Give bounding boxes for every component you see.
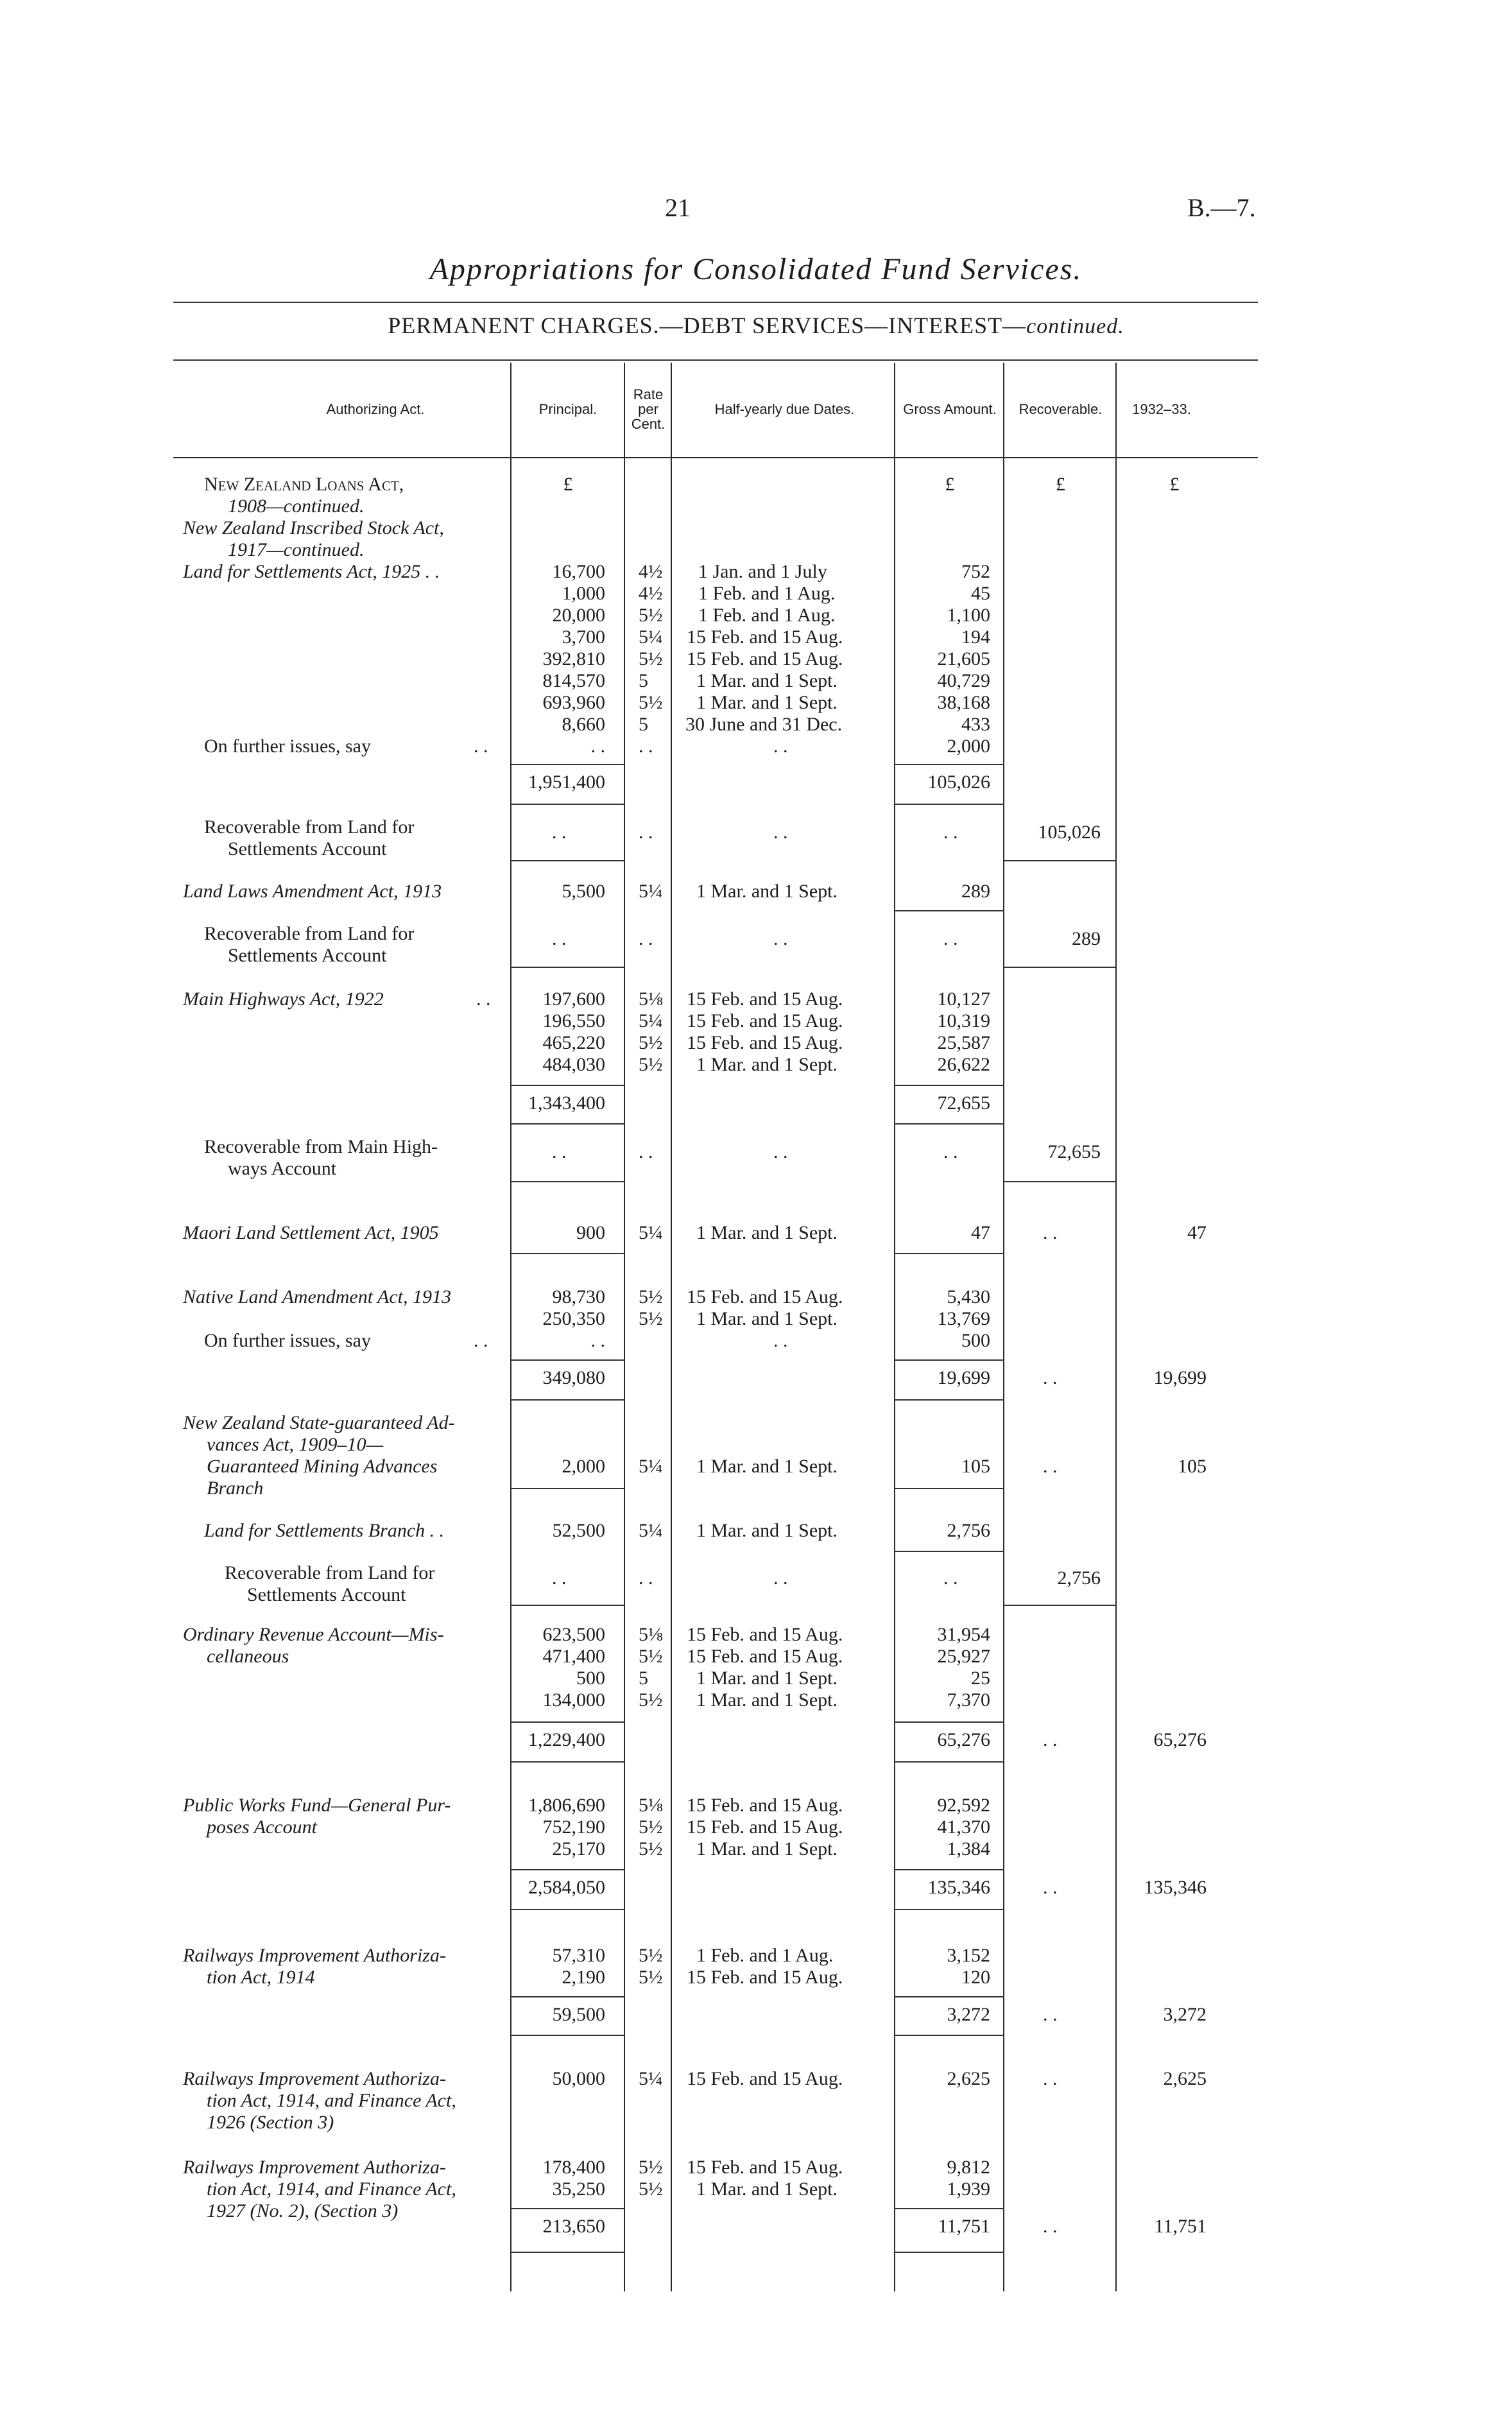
rate-cell: 5½: [639, 2157, 663, 2178]
rate-cell: 5½: [639, 1967, 663, 1988]
act-name: New Zealand Inscribed Stock Act,: [183, 517, 444, 539]
principal-cell: 134,000: [542, 1689, 605, 1711]
gross-cell: 13,769: [937, 1308, 990, 1329]
column-divider: [1003, 363, 1004, 2291]
rate-cell: 5⅛: [639, 1624, 663, 1645]
dates-cell: . .: [773, 1330, 788, 1351]
leader-dots: . .: [639, 928, 653, 949]
act-name: tion Act, 1914, and Finance Act,: [207, 2090, 456, 2111]
principal-cell: 5,500: [562, 881, 605, 902]
total-gross: 105,026: [927, 772, 990, 793]
gross-cell: 40,729: [937, 670, 990, 691]
header-top-rule: [173, 359, 1258, 361]
recoverable-cell: . .: [1043, 1367, 1058, 1388]
dates-cell: 1 Mar. and 1 Sept.: [696, 1456, 838, 1477]
leader-dots: . .: [943, 1567, 958, 1589]
rate-cell: 5½: [639, 1646, 663, 1667]
section-rule: [510, 1253, 624, 1254]
dates-cell: 15 Feb. and 15 Aug.: [687, 648, 843, 669]
year-cell: 105: [1178, 1456, 1207, 1477]
gross-cell: 38,168: [937, 692, 990, 713]
principal-cell: . .: [590, 1330, 605, 1351]
principal-cell: 623,500: [542, 1624, 605, 1645]
leader-dots: . .: [943, 1141, 958, 1162]
principal-cell: 471,400: [542, 1646, 605, 1667]
gross-cell: 31,954: [937, 1624, 990, 1645]
gross-cell: 5,430: [947, 1286, 990, 1307]
further-issues-label: On further issues, say: [204, 736, 371, 757]
principal-cell: 1,000: [562, 583, 605, 604]
subtotal-rule: [894, 1996, 1004, 1997]
principal-cell: 20,000: [552, 605, 605, 626]
currency-recoverable: £: [1056, 474, 1065, 495]
total-gross: 11,751: [938, 2216, 990, 2237]
rate-cell: 5¼: [639, 1456, 663, 1477]
gross-cell: 45: [971, 583, 990, 604]
subtotal-rule: [894, 1399, 1004, 1401]
subtotal-rule: [894, 1359, 1004, 1361]
header-year: 1932–33.: [1132, 401, 1191, 417]
recoverable-label: Recoverable from Land for: [204, 923, 415, 944]
principal-cell: 25,170: [552, 1838, 605, 1859]
rate-cell: 5⅛: [639, 988, 663, 1010]
page-title: Appropriations for Consolidated Fund Services.: [429, 252, 1083, 286]
principal-cell: 8,660: [562, 714, 605, 735]
year-cell: 11,751: [1154, 2216, 1207, 2237]
principal-cell: 50,000: [552, 2068, 605, 2089]
further-issues-label: On further issues, say: [204, 1330, 371, 1351]
currency-principal: £: [563, 474, 573, 495]
dates-cell: 15 Feb. and 15 Aug.: [687, 2157, 843, 2178]
recoverable-value: 72,655: [1047, 1141, 1101, 1162]
principal-cell: 2,190: [562, 1967, 605, 1988]
total-principal: 1,343,400: [528, 1092, 605, 1114]
section-rule: [510, 860, 624, 861]
rate-cell: 5: [639, 670, 648, 691]
subtotal-rule: [510, 2252, 624, 2253]
principal-cell: 57,310: [552, 1945, 605, 1966]
rate-cell: 5: [639, 714, 648, 735]
subtotal-rule: [894, 1551, 1004, 1552]
recoverable-label: Settlements Account: [247, 1584, 406, 1605]
title-rule: [173, 302, 1258, 303]
dates-cell: 1 Mar. and 1 Sept.: [696, 1054, 838, 1075]
dates-cell: 1 Mar. and 1 Sept.: [696, 670, 838, 691]
act-name: Railways Improvement Authoriza-: [183, 2068, 446, 2089]
dates-cell: 1 Mar. and 1 Sept.: [696, 692, 838, 713]
rate-cell: 5¼: [639, 1222, 663, 1243]
leader-dots: . .: [773, 1141, 788, 1162]
total-principal: 213,650: [542, 2216, 605, 2237]
rate-cell: 5½: [639, 1308, 663, 1329]
rate-cell: 5½: [639, 648, 663, 669]
currency-gross: £: [945, 474, 955, 495]
principal-cell: 98,730: [552, 1286, 605, 1307]
gross-cell: 105: [961, 1456, 990, 1477]
gross-cell: 10,319: [937, 1010, 990, 1031]
rate-cell: 5½: [639, 1816, 663, 1838]
gross-cell: 2,756: [947, 1520, 990, 1541]
act-name: Ordinary Revenue Account—Mis-: [183, 1624, 444, 1645]
dates-cell: 1 Mar. and 1 Sept.: [696, 1520, 838, 1541]
act-name: 1908—continued.: [228, 496, 365, 517]
recoverable-value: 2,756: [1057, 1567, 1101, 1589]
gross-cell: 3,152: [947, 1945, 990, 1966]
total-principal: 1,229,400: [528, 1729, 605, 1750]
subtotal-rule: [510, 1996, 624, 1997]
act-name: 1927 (No. 2), (Section 3): [207, 2200, 399, 2221]
act-name: 1917—continued.: [228, 539, 365, 560]
rate-cell: 5½: [639, 1054, 663, 1075]
rate-cell: 5⅛: [639, 1795, 663, 1816]
recoverable-cell: . .: [1043, 1456, 1058, 1477]
section-rule: [510, 1488, 624, 1489]
subtotal-rule: [894, 1909, 1004, 1910]
leader-dots: . .: [476, 988, 491, 1010]
section-rule: [510, 967, 624, 968]
dates-cell: 30 June and 31 Dec.: [685, 714, 843, 735]
dates-cell: 15 Feb. and 15 Aug.: [687, 1032, 843, 1053]
principal-cell: . .: [590, 736, 605, 757]
gross-cell: 7,370: [947, 1689, 990, 1711]
principal-cell: 197,600: [542, 988, 605, 1010]
leader-dots: . .: [773, 928, 788, 949]
leader-dots: . .: [773, 822, 788, 843]
dates-cell: 1 Feb. and 1 Aug.: [698, 605, 836, 626]
total-gross: 3,272: [947, 2004, 990, 2025]
dates-cell: 15 Feb. and 15 Aug.: [687, 1795, 843, 1816]
gross-cell: 47: [971, 1222, 990, 1243]
principal-cell: 16,700: [552, 561, 605, 582]
dates-cell: 15 Feb. and 15 Aug.: [687, 1286, 843, 1307]
subtotal-rule: [510, 764, 624, 765]
section-rule: [894, 1488, 1004, 1489]
page-number: 21: [665, 193, 691, 222]
principal-cell: 693,960: [542, 692, 605, 713]
principal-cell: 392,810: [542, 648, 605, 669]
recoverable-label: Recoverable from Land for: [225, 1562, 435, 1583]
act-name: Guaranteed Mining Advances: [207, 1456, 438, 1477]
act-name: poses Account: [207, 1816, 317, 1838]
gross-cell: 10,127: [937, 988, 990, 1010]
recoverable-cell: . .: [1043, 2216, 1058, 2237]
act-name: Native Land Amendment Act, 1913: [183, 1286, 452, 1307]
act-name: Maori Land Settlement Act, 1905: [183, 1222, 439, 1243]
gross-cell: 25,927: [937, 1646, 990, 1667]
gross-cell: 26,622: [937, 1054, 990, 1075]
subtotal-rule: [894, 1123, 1004, 1125]
rate-cell: 5½: [639, 1945, 663, 1966]
rate-cell: 5½: [639, 1689, 663, 1711]
header-principal: Principal.: [538, 401, 597, 417]
column-divider: [1115, 363, 1117, 2291]
year-cell: 135,346: [1144, 1877, 1207, 1898]
act-name: vances Act, 1909–10—: [207, 1434, 384, 1455]
rate-cell: 4½: [639, 583, 663, 604]
recoverable-label: Settlements Account: [228, 945, 387, 966]
principal-cell: 196,550: [542, 1010, 605, 1031]
header-recoverable: Recoverable.: [1018, 401, 1103, 417]
subtotal-rule: [894, 1085, 1004, 1086]
gross-cell: 21,605: [937, 648, 990, 669]
dates-cell: 15 Feb. and 15 Aug.: [687, 626, 843, 648]
total-gross: 65,276: [937, 1729, 990, 1750]
principal-cell: 900: [576, 1222, 605, 1243]
section-rule: [1003, 1181, 1117, 1182]
principal-cell: 814,570: [542, 670, 605, 691]
rate-cell: 5½: [639, 1838, 663, 1859]
gross-cell: 41,370: [937, 1816, 990, 1838]
total-gross: 72,655: [937, 1092, 990, 1114]
gross-cell: 1,100: [947, 605, 990, 626]
dates-cell: 1 Feb. and 1 Aug.: [696, 1945, 834, 1966]
gross-cell: 289: [961, 881, 990, 902]
leader-dots: . .: [474, 1330, 488, 1351]
rate-cell: 5¼: [639, 1010, 663, 1031]
gross-cell: 2,000: [947, 736, 990, 757]
leader-dots: . .: [943, 822, 958, 843]
rate-cell: 5¼: [639, 626, 663, 648]
principal-cell: 484,030: [542, 1054, 605, 1075]
rate-cell: 5¼: [639, 881, 663, 902]
section-rule: [894, 1253, 1004, 1254]
subtotal-rule: [510, 1761, 624, 1763]
section-rule: [1003, 967, 1117, 968]
header-bottom-rule: [173, 457, 1258, 458]
leader-dots: . .: [639, 1141, 653, 1162]
gross-cell: 2,625: [947, 2068, 990, 2089]
gross-cell: 194: [961, 626, 990, 648]
leader-dots: . .: [474, 736, 488, 757]
subtotal-rule: [510, 1909, 624, 1910]
dates-cell: . .: [773, 736, 788, 757]
rate-cell: 5½: [639, 1032, 663, 1053]
section-rule: [510, 1605, 624, 1606]
gross-cell: 433: [961, 714, 990, 735]
section-subtitle: [0, 312, 1512, 339]
subtitle-main: PERMANENT CHARGES.—DEBT SERVICES—INTEREST—: [388, 313, 1027, 338]
dates-cell: 15 Feb. and 15 Aug.: [687, 1967, 843, 1988]
dates-cell: 1 Mar. and 1 Sept.: [696, 1689, 838, 1711]
subtotal-rule: [510, 2035, 624, 2036]
year-cell: 2,625: [1163, 2068, 1207, 2089]
leader-dots: . .: [639, 822, 653, 843]
leader-dots: . .: [773, 1567, 788, 1589]
year-cell: 3,272: [1163, 2004, 1207, 2025]
subtotal-rule: [894, 1869, 1004, 1870]
subtotal-rule: [894, 1761, 1004, 1763]
dates-cell: 1 Mar. and 1 Sept.: [696, 2178, 838, 2200]
dates-cell: 1 Mar. and 1 Sept.: [696, 1668, 838, 1689]
rate-cell: 5½: [639, 692, 663, 713]
total-principal: 2,584,050: [528, 1877, 605, 1898]
act-name: Main Highways Act, 1922: [183, 988, 384, 1010]
recoverable-value: 289: [1072, 928, 1101, 949]
subtotal-rule: [894, 764, 1004, 765]
recoverable-cell: . .: [1043, 1877, 1058, 1898]
leader-dots: . .: [943, 928, 958, 949]
rate-cell: 5½: [639, 2178, 663, 2200]
total-principal: 1,951,400: [528, 772, 605, 793]
leader-dots: . .: [552, 822, 567, 843]
document-reference: B.—7.: [1187, 193, 1256, 222]
leader-dots: . .: [639, 1567, 653, 1589]
dates-cell: 15 Feb. and 15 Aug.: [687, 988, 843, 1010]
act-name: Railways Improvement Authoriza-: [183, 2157, 446, 2178]
gross-cell: 25,587: [937, 1032, 990, 1053]
recoverable-cell: . .: [1043, 1729, 1058, 1750]
recoverable-cell: . .: [1043, 2004, 1058, 2025]
total-gross: 19,699: [937, 1367, 990, 1388]
act-name: Land Laws Amendment Act, 1913: [183, 881, 442, 902]
column-divider: [624, 363, 625, 2291]
section-rule: [1003, 860, 1117, 861]
subtotal-rule: [510, 1123, 624, 1125]
currency-year: £: [1169, 474, 1180, 495]
recoverable-label: ways Account: [228, 1158, 337, 1179]
act-name: Land for Settlements Act, 1925 . .: [183, 561, 440, 582]
gross-cell: 1,939: [947, 2178, 990, 2200]
year-cell: 65,276: [1153, 1729, 1207, 1750]
total-principal: 349,080: [542, 1367, 605, 1388]
principal-cell: 178,400: [542, 2157, 605, 2178]
principal-cell: 1,806,690: [528, 1795, 605, 1816]
subtotal-rule: [894, 2208, 1004, 2209]
gross-cell: 752: [961, 561, 990, 582]
principal-cell: 752,190: [542, 1816, 605, 1838]
principal-cell: 250,350: [542, 1308, 605, 1329]
header-authorizing-act: Authorizing Act.: [326, 401, 425, 417]
rate-cell: . .: [639, 736, 653, 757]
recoverable-label: Recoverable from Main High-: [204, 1136, 438, 1157]
dates-cell: 15 Feb. and 15 Aug.: [687, 2068, 843, 2089]
recoverable-cell: . .: [1043, 1222, 1058, 1243]
subtotal-rule: [894, 910, 1004, 911]
dates-cell: 1 Mar. and 1 Sept.: [696, 881, 838, 902]
principal-cell: 3,700: [562, 626, 605, 648]
section-rule: [510, 1181, 624, 1182]
header-rate: [626, 363, 671, 456]
gross-cell: 1,384: [947, 1838, 990, 1859]
act-name: 1926 (Section 3): [207, 2112, 334, 2133]
total-principal: 59,500: [552, 2004, 605, 2025]
leader-dots: . .: [552, 1141, 567, 1162]
subtotal-rule: [510, 2208, 624, 2209]
leader-dots: . .: [552, 928, 567, 949]
header-due-dates: Half-yearly due Dates.: [714, 401, 855, 417]
year-cell: 19,699: [1153, 1367, 1207, 1388]
principal-cell: 465,220: [542, 1032, 605, 1053]
dates-cell: 1 Mar. and 1 Sept.: [696, 1838, 838, 1859]
rate-cell: 5½: [639, 1286, 663, 1307]
subtotal-rule: [510, 804, 624, 805]
principal-cell: 35,250: [552, 2178, 605, 2200]
section-rule: [1003, 1605, 1117, 1606]
gross-cell: 120: [961, 1967, 990, 1988]
column-divider: [671, 363, 672, 2291]
gross-cell: 92,592: [937, 1795, 990, 1816]
year-cell: 47: [1187, 1222, 1207, 1243]
act-name: Public Works Fund—General Pur-: [183, 1795, 451, 1816]
subtotal-rule: [894, 804, 1004, 805]
subtotal-rule: [894, 2252, 1004, 2253]
gross-cell: 500: [961, 1330, 990, 1351]
recoverable-label: Settlements Account: [228, 838, 387, 859]
total-gross: 135,346: [927, 1877, 990, 1898]
subtotal-rule: [894, 1721, 1004, 1723]
gross-cell: 9,812: [947, 2157, 990, 2178]
leader-dots: . .: [552, 1567, 567, 1589]
act-name: Branch: [207, 1478, 264, 1499]
act-name: Land for Settlements Branch . .: [204, 1520, 445, 1541]
subtotal-rule: [510, 1399, 624, 1401]
dates-cell: 1 Feb. and 1 Aug.: [698, 583, 836, 604]
subtotal-rule: [510, 1869, 624, 1870]
header-gross-amount: Gross Amount.: [903, 401, 997, 417]
subtotal-rule: [510, 1085, 624, 1086]
dates-cell: 15 Feb. and 15 Aug.: [687, 1816, 843, 1838]
act-name: cellaneous: [207, 1646, 289, 1667]
act-name: New Zealand Loans Act,: [204, 474, 404, 495]
dates-cell: 15 Feb. and 15 Aug.: [687, 1010, 843, 1031]
recoverable-label: Recoverable from Land for: [204, 816, 415, 838]
gross-cell: 25: [971, 1668, 990, 1689]
dates-cell: 1 Mar. and 1 Sept.: [696, 1308, 838, 1329]
rate-cell: 4½: [639, 561, 663, 582]
rate-cell: 5: [639, 1668, 648, 1689]
subtitle-continued: continued.: [1026, 315, 1124, 338]
dates-cell: 15 Feb. and 15 Aug.: [687, 1646, 843, 1667]
recoverable-cell: . .: [1043, 2068, 1058, 2089]
principal-cell: 2,000: [562, 1456, 605, 1477]
rate-cell: 5¼: [639, 1520, 663, 1541]
header-rate-label: Rate per Cent.: [631, 386, 666, 433]
subtotal-rule: [510, 1721, 624, 1723]
act-name: Railways Improvement Authoriza-: [183, 1945, 446, 1966]
principal-cell: 52,500: [552, 1520, 605, 1541]
rate-cell: 5½: [639, 605, 663, 626]
act-name: tion Act, 1914, and Finance Act,: [207, 2178, 456, 2200]
subtotal-rule: [510, 1359, 624, 1361]
act-name: tion Act, 1914: [207, 1967, 315, 1988]
act-name: New Zealand State-guaranteed Ad-: [183, 1412, 455, 1433]
dates-cell: 1 Jan. and 1 July: [698, 561, 827, 582]
recoverable-value: 105,026: [1038, 822, 1101, 843]
dates-cell: 1 Mar. and 1 Sept.: [696, 1222, 838, 1243]
principal-cell: 500: [576, 1668, 605, 1689]
rate-cell: 5¼: [639, 2068, 663, 2089]
subtotal-rule: [894, 2035, 1004, 2036]
dates-cell: 15 Feb. and 15 Aug.: [687, 1624, 843, 1645]
